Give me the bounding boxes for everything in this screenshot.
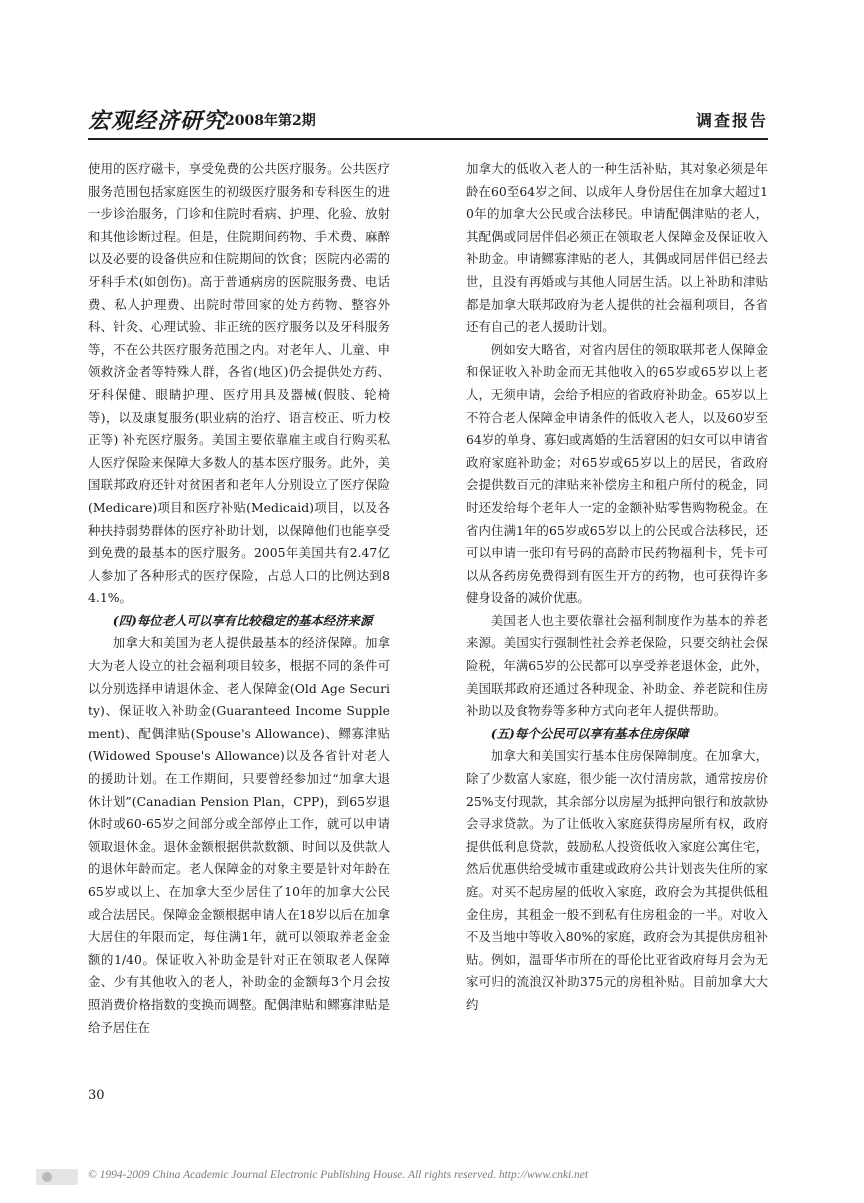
header-rule bbox=[88, 138, 768, 140]
section-label: 调查报告 bbox=[695, 111, 768, 130]
right-column bbox=[466, 158, 768, 1017]
issue-label: 2008年第2期 bbox=[225, 113, 316, 129]
page-header bbox=[88, 104, 768, 138]
section-heading-4: (四)每位老人可以享有比较稳定的基本经济来源 bbox=[112, 612, 373, 628]
cnki-logo-icon bbox=[36, 1169, 78, 1185]
paragraph: 加拿大和美国为老人提供最基本的经济保障。加拿大为老人设立的社会福利项目较多，根据不同的条件可以分别选择申请退休金、老人保障金(Old Age Security)、保证收入补助金(Guaranteed Income Supplement)、配偶津贴(Spouse's Allowance)、鳏寡津贴(Widowed Spouse's Allowance)以及各省针对老人的援助计划。在工作期间，只要曾经参加过“加拿大退休计划”(Canadian Pension Plan，CPP)，到65岁退休时或60-65岁之间部分或全部停止工作，就可以申请领取退休金。退休金额根据供款数额、时间以及供款人的退休年龄而定。老人保障金的对象主要是针对年龄在65岁或以上、在加拿大至少居住了10年的加拿大公民或合法居民。保障金金额根据申请人在18岁以后在加拿大居住的年限而定，每住满1年，就可以领取养老金金额的1/40。保证收入补助金是针对正在领取老人保障金、少有其他收入的老人，补助金的金额每3个月会按照消费价格指数的变换而调整。配偶津贴和鳏寡津贴是给予居住在 bbox=[88, 635, 390, 1035]
copyright-notice: © 1994-2009 China Academic Journal Electronic Publishing House. All rights reserved. http://www.cnki.net bbox=[88, 1169, 589, 1181]
left-column bbox=[88, 158, 390, 1039]
page-footer bbox=[36, 1168, 736, 1188]
page-number: 30 bbox=[88, 1088, 105, 1103]
paragraph-continuation: 使用的医疗磁卡，享受免费的公共医疗服务。公共医疗服务范围包括家庭医生的初级医疗服务和专科医生的进一步诊治服务，门诊和住院时看病、护理、化验、放射和其他诊断过程。但是，住院期间药物、手术费、麻醉以及必要的设备供应和住院期间的饮食；医院内必需的牙科手术(如创伤)。高于普通病房的医院服务费、电话费、私人护理费、出院时带回家的处方药物、整容外科、针灸、心理试验、非正统的医疗服务以及牙科服务等，不在公共医疗服务范围之内。对老年人、儿童、申领救济金者等特殊人群，各省(地区)仍会提供处方药、牙科保健、眼睛护理、医疗用具及器械(假肢、轮椅等)，以及康复服务(职业病的治疗、语言校正、听力校正等) 补充医疗服务。美国主要依靠雇主或自行购买私人医疗保险来保障大多数人的基本医疗服务。此外，美国联邦政府还针对贫困者和老年人分别设立了医疗保险(Medicare)项目和医疗补贴(Medicaid)项目，以及各种扶持弱势群体的医疗补助计划，以保障他们也能享受到免费的最基本的医疗服务。2005年美国共有2.47亿人参加了各种形式的医疗保险，占总人口的比例达到84.1%。 bbox=[88, 161, 390, 606]
paragraph: 加拿大和美国实行基本住房保障制度。在加拿大，除了少数富人家庭，很少能一次付清房款，通常按房价25%支付现款，其余部分以房屋为抵押向银行和放款协会寻求贷款。为了让低收入家庭获得房屋所有权，政府提供低利息贷款，鼓励私人投资低收入家庭公寓住宅，然后优惠供给受城市重建或政府公共计划丧失住所的家庭。对买不起房屋的低收入家庭，政府会为其提供低租金住房，其租金一般不到私有住房租金的一半。对收入不及当地中等收入80%的家庭，政府会为其提供房租补贴。例如，温哥华市所在的哥伦比亚省政府每月会为无家可归的流浪汉补助375元的房租补贴。目前加拿大大约 bbox=[466, 748, 768, 1012]
paragraph: 例如安大略省，对省内居住的领取联邦老人保障金和保证收入补助金而无其他收入的65岁或65岁以上老人，无须申请，会给予相应的省政府补助金。65岁以上不符合老人保障金申请条件的低收入老人，以及60岁至64岁的单身、寡妇或离婚的生活窘困的妇女可以申请省政府家庭补助金；对65岁或65岁以上的居民，省政府会提供数百元的津贴来补偿房主和租户所付的税金，同时还发给每个老年人一定的金额补贴零售购物税金。在省内住满1年的65岁或65岁以上的公民或合法移民，还可以申请一张印有号码的高龄市民药物福利卡，凭卡可以从各药房免费得到有医生开方的药物，也可获得许多健身设备的减价优惠。 bbox=[466, 341, 768, 606]
paragraph-continuation: 加拿大的低收入老人的一种生活补贴，其对象必须是年龄在60至64岁之间、以成年人身份居住在加拿大超过10年的加拿大公民或合法移民。申请配偶津贴的老人，其配偶或同居伴侣必须正在领取老人保障金及保证收入补助金。申请鳏寡津贴的老人，其偶或同居伴侣已经去世，且没有再婚或与其他人同居生活。以上补助和津贴都是加拿大联邦政府为老人提供的社会福利项目，各省还有自己的老人援助计划。 bbox=[466, 161, 768, 335]
paragraph: 美国老人也主要依靠社会福利制度作为基本的养老来源。美国实行强制性社会养老保险，只要交纳社会保险税，年满65岁的公民都可以享受养老退休金，此外，美国联邦政府还通过各种现金、补助金、养老院和住房补助以及食物券等多种方式向老年人提供帮助。 bbox=[466, 612, 768, 719]
journal-name: 宏观经济研究 bbox=[88, 108, 227, 134]
section-heading-5: (五)每个公民可以享有基本住房保障 bbox=[490, 725, 689, 741]
